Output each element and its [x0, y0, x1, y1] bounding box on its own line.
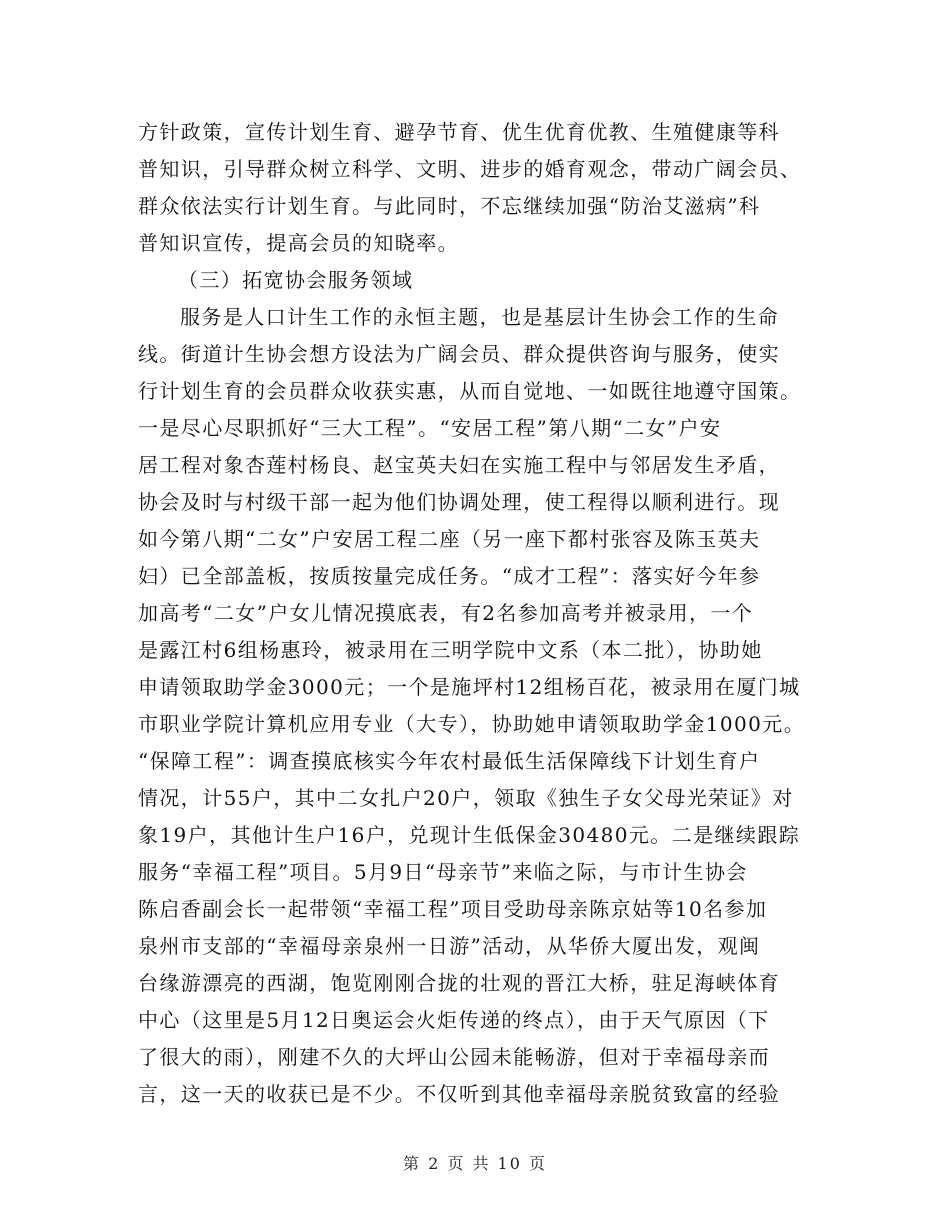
- body-text-line: 情况，计55户，其中二女扎户20户，领取《独生子女父母光荣证》对: [138, 786, 794, 810]
- body-text-line: 居工程对象杏莲村杨良、赵宝英夫妇在实施工程中与邻居发生矛盾，: [138, 453, 780, 477]
- body-text-line: 行计划生育的会员群众收获实惠，从而自觉地、一如既往地遵守国策。: [138, 379, 802, 403]
- body-text-line: 协会及时与村级干部一起为他们协调处理，使工程得以顺利进行。现: [138, 490, 780, 514]
- body-text-line: 言，这一天的收获已是不少。不仅听到其他幸福母亲脱贫致富的经验: [138, 1082, 780, 1106]
- body-text-line: 象19户，其他计生户16户，兑现计生低保金30480元。二是继续跟踪: [138, 823, 801, 847]
- body-text-line: 泉州市支部的“幸福母亲泉州一日游”活动，从华侨大厦出发，观闽: [138, 934, 761, 958]
- body-text-line: 服务是人口计生工作的永恒主题，也是基层计生协会工作的生命: [180, 305, 780, 329]
- body-text-line: 台缘游漂亮的西湖，饱览刚刚合拢的壮观的晋江大桥，驻足海峡体育: [138, 971, 780, 995]
- body-text-line: 群众依法实行计划生育。与此同时，不忘继续加强“防治艾滋病”科: [138, 194, 761, 218]
- body-text-line: 普知识，引导群众树立科学、文明、进步的婚育观念，带动广阔会员、: [138, 157, 802, 181]
- page-number-footer: 第 2 页 共 10 页: [403, 1154, 547, 1173]
- body-text-line: 一是尽心尽职抓好“三大工程”。“安居工程”第八期“二女”户安: [138, 416, 722, 440]
- body-text-line: 加高考“二女”户女儿情况摸底表，有2名参加高考并被录用，一个: [138, 601, 754, 625]
- body-text-line: “保障工程”：调查摸底核实今年农村最低生活保障线下计划生育户: [138, 749, 761, 773]
- body-text-line: 是露江村6组杨惠玲，被录用在三明学院中文系（本二批），协助她: [138, 638, 763, 662]
- body-text-line: 申请领取助学金3000元；一个是施坪村12组杨百花，被录用在厦门城: [138, 675, 801, 699]
- body-text-line: 陈启香副会长一起带领“幸福工程”项目受助母亲陈京姑等10名参加: [138, 897, 768, 921]
- body-text-line: 线。街道计生协会想方设法为广阔会员、群众提供咨询与服务，使实: [138, 342, 780, 366]
- body-text-line: 中心（这里是5月12日奥运会火炬传递的终点），由于天气原因（下: [138, 1008, 770, 1032]
- body-text-line: 了很大的雨），刚建不久的大坪山公园未能畅游，但对于幸福母亲而: [138, 1045, 770, 1069]
- body-text-line: 市职业学院计算机应用专业（大专），协助她申请领取助学金1000元。: [138, 712, 806, 736]
- body-text-line: 普知识宣传，提高会员的知晓率。: [138, 231, 459, 255]
- body-text-line: 妇）已全部盖板，按质按量完成任务。“成才工程”：落实好今年参: [138, 564, 761, 588]
- body-text-line: 服务“幸福工程”项目。5月9日“母亲节”来临之际，与市计生协会: [138, 860, 748, 884]
- body-text-line: 方针政策，宣传计划生育、避孕节育、优生优育优教、生殖健康等科: [138, 120, 780, 144]
- body-text-line: 如今第八期“二女”户安居工程二座（另一座下都村张容及陈玉英夫: [138, 527, 761, 551]
- section-heading: （三）拓宽协会服务领域: [178, 268, 414, 292]
